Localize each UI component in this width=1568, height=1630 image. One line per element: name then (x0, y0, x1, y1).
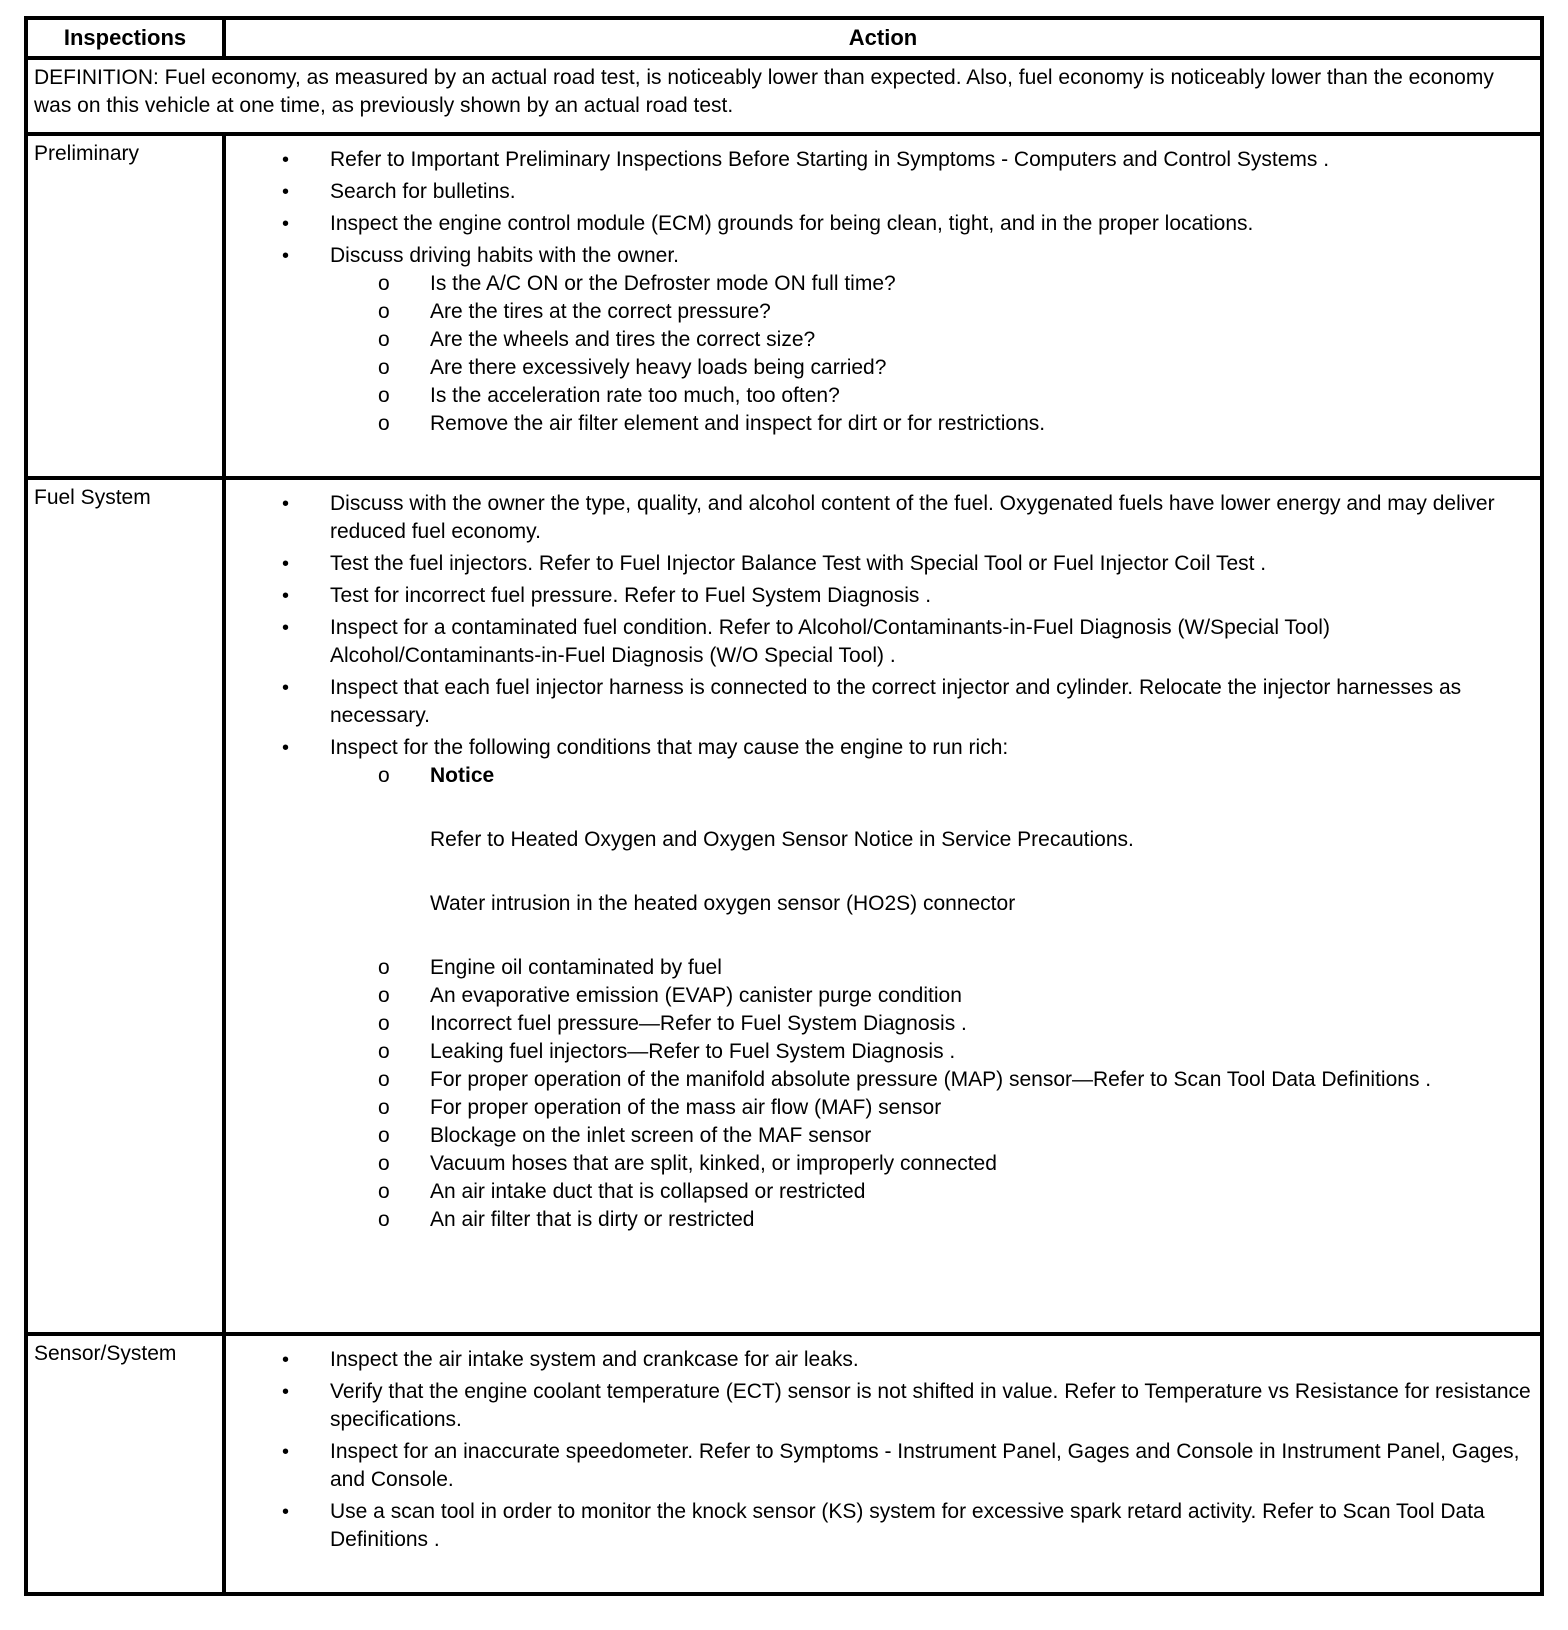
bullet-icon: • (282, 1381, 290, 1403)
sub-bullet-icon: o (378, 1096, 390, 1119)
notice-item-text: Water intrusion in the heated oxygen sensor (HO2S) connector (430, 892, 1016, 915)
sub-list-item (226, 1038, 1536, 1066)
list-item-text: Test for incorrect fuel pressure. Refer to Fuel System Diagnosis . (330, 584, 932, 607)
sub-list-item-text: Engine oil contaminated by fuel (430, 956, 722, 979)
sub-bullet-icon: o (378, 1040, 390, 1063)
sub-list-item-text: Remove the air filter element and inspect for dirt or for restrictions. (430, 412, 1046, 435)
table-header-row (26, 18, 1542, 58)
sub-list-item-text: An evaporative emission (EVAP) canister purge condition (430, 984, 962, 1007)
list-item-text: Inspect that each fuel injector harness is connected to the correct injector and cylinder. Relocate the injector harnesses as necessary. (330, 676, 1462, 727)
list-item (226, 734, 1536, 1234)
notice-text: Refer to Heated Oxygen and Oxygen Sensor Notice in Service Precautions. (430, 828, 1134, 851)
bullet-icon: • (282, 737, 290, 759)
sub-list-item-text: For proper operation of the manifold absolute pressure (MAP) sensor—Refer to Scan Tool Data Definitions . (430, 1068, 1432, 1091)
list-item-text: Refer to Important Preliminary Inspections Before Starting in Symptoms - Computers and Control Systems . (330, 148, 1330, 171)
bullet-icon: • (282, 617, 290, 639)
sub-list-item-text: Are the wheels and tires the correct size? (430, 328, 816, 351)
sub-bullet-icon: o (378, 764, 390, 787)
sub-bullet-icon: o (378, 1180, 390, 1203)
sub-list-item-text: Vacuum hoses that are split, kinked, or improperly connected (430, 1152, 997, 1175)
sub-list-item-text: Is the acceleration rate too much, too often? (430, 384, 840, 407)
notice-spacer (430, 918, 1536, 954)
sub-bullet-icon: o (378, 356, 390, 379)
list-item (226, 210, 1536, 238)
action-list (226, 1346, 1536, 1554)
inspection-label-preliminary: Preliminary (26, 134, 224, 478)
inspection-label-sensor-system: Sensor/System (26, 1334, 224, 1594)
sub-bullet-icon: o (378, 956, 390, 979)
bullet-icon: • (282, 1501, 290, 1523)
notice-title: Notice (430, 764, 495, 787)
sub-list-item (226, 1122, 1536, 1150)
list-item-text: Use a scan tool in order to monitor the knock sensor (KS) system for excessive spark retard activity. Refer to Scan Tool Data Definitions . (330, 1500, 1485, 1551)
list-item (226, 490, 1536, 546)
sub-list-item-text: For proper operation of the mass air flow (MAF) sensor (430, 1096, 942, 1119)
sub-bullet-icon: o (378, 1208, 390, 1231)
sub-list-item (226, 354, 1536, 382)
action-cell-preliminary (224, 134, 1542, 478)
sub-list-item-text: Leaking fuel injectors—Refer to Fuel System Diagnosis . (430, 1040, 956, 1063)
bullet-icon: • (282, 245, 290, 267)
notice-item (226, 762, 1536, 954)
bullet-icon: • (282, 553, 290, 575)
action-list (226, 490, 1536, 1234)
action-cell-sensor-system (224, 1334, 1542, 1594)
list-item (226, 614, 1536, 670)
sub-bullet-icon: o (378, 412, 390, 435)
sub-bullet-icon: o (378, 1068, 390, 1091)
sub-list-item (226, 410, 1536, 438)
sub-list-item-text: Incorrect fuel pressure—Refer to Fuel System Diagnosis . (430, 1012, 967, 1035)
list-item-text: Test the fuel injectors. Refer to Fuel Injector Balance Test with Special Tool or Fuel Injector Coil Test . (330, 552, 1267, 575)
sub-list-item (226, 1206, 1536, 1234)
bullet-icon: • (282, 493, 290, 515)
sub-list-item (226, 1150, 1536, 1178)
inspection-label-fuel-system: Fuel System (26, 478, 224, 1334)
header-action: Action (224, 18, 1542, 58)
sub-list-item (226, 326, 1536, 354)
sub-bullet-icon: o (378, 328, 390, 351)
action-cell-fuel-system (224, 478, 1542, 1334)
definition-row (26, 58, 1542, 134)
list-item-text: Inspect for an inaccurate speedometer. Refer to Symptoms - Instrument Panel, Gages and Console in Instrument Panel, Gages, and Console. (330, 1440, 1520, 1491)
bullet-icon: • (282, 1349, 290, 1371)
list-item (226, 1346, 1536, 1374)
list-item (226, 146, 1536, 174)
list-item (226, 1498, 1536, 1554)
sub-bullet-icon: o (378, 300, 390, 323)
list-item-text: Inspect for a contaminated fuel condition. Refer to Alcohol/Contaminants-in-Fuel Diagnosis (W/Special Tool) Alcohol/Contaminants-in-Fuel Diagnosis (W/O Special Tool) . (330, 616, 1330, 667)
sub-list-item (226, 982, 1536, 1010)
sub-list (226, 762, 1536, 1234)
sub-list-item (226, 298, 1536, 326)
bullet-icon: • (282, 1441, 290, 1463)
list-item-text: Search for bulletins. (330, 180, 516, 203)
list-item (226, 178, 1536, 206)
table-row-sensor-system (26, 1334, 1542, 1594)
sub-list-item-text: Is the A/C ON or the Defroster mode ON full time? (430, 272, 896, 295)
list-item-text: Verify that the engine coolant temperature (ECT) sensor is not shifted in value. Refer to Temperature vs Resistance for resistance specifications. (330, 1380, 1531, 1431)
sub-list-item (226, 1094, 1536, 1122)
bullet-icon: • (282, 585, 290, 607)
inspection-table (24, 16, 1544, 1596)
sub-bullet-icon: o (378, 1152, 390, 1175)
list-item (226, 674, 1536, 730)
sub-list-item-text: Blockage on the inlet screen of the MAF sensor (430, 1124, 872, 1147)
sub-list-item-text: Are there excessively heavy loads being carried? (430, 356, 887, 379)
sub-list-item-text: An air filter that is dirty or restricted (430, 1208, 755, 1231)
list-item (226, 582, 1536, 610)
sub-list-item (226, 1066, 1536, 1094)
bullet-icon: • (282, 213, 290, 235)
sub-list-item-text: An air intake duct that is collapsed or restricted (430, 1180, 866, 1203)
list-item-text: Inspect the engine control module (ECM) grounds for being clean, tight, and in the proper locations. (330, 212, 1254, 235)
sub-list-item (226, 954, 1536, 982)
bullet-icon: • (282, 677, 290, 699)
list-item-text: Discuss driving habits with the owner. (330, 244, 679, 267)
table-row-fuel-system (26, 478, 1542, 1334)
bullet-icon: • (282, 181, 290, 203)
sub-bullet-icon: o (378, 384, 390, 407)
sub-list-item (226, 270, 1536, 298)
sub-list (226, 270, 1536, 438)
list-item-text: Inspect for the following conditions that may cause the engine to run rich: (330, 736, 1009, 759)
list-item-text: Inspect the air intake system and crankcase for air leaks. (330, 1348, 859, 1371)
sub-list-item-text: Are the tires at the correct pressure? (430, 300, 771, 323)
definition-text: DEFINITION: Fuel economy, as measured by an actual road test, is noticeably lower than expected. Also, fuel economy is noticeably lower than the economy was on this vehicle at one time, as previously shown by an actual road test. (26, 58, 1542, 134)
sub-bullet-icon: o (378, 984, 390, 1007)
sub-list-item (226, 1010, 1536, 1038)
sub-bullet-icon: o (378, 1124, 390, 1147)
list-item (226, 242, 1536, 438)
table-row-preliminary (26, 134, 1542, 478)
header-inspections: Inspections (26, 18, 224, 58)
sub-list-item (226, 1178, 1536, 1206)
sub-bullet-icon: o (378, 272, 390, 295)
list-item-text: Discuss with the owner the type, quality, and alcohol content of the fuel. Oxygenated fuels have lower energy and may deliver reduced fuel economy. (330, 492, 1495, 543)
list-item (226, 550, 1536, 578)
bullet-icon: • (282, 149, 290, 171)
action-list (226, 146, 1536, 438)
list-item (226, 1378, 1536, 1434)
list-item (226, 1438, 1536, 1494)
sub-bullet-icon: o (378, 1012, 390, 1035)
sub-list-item (226, 382, 1536, 410)
